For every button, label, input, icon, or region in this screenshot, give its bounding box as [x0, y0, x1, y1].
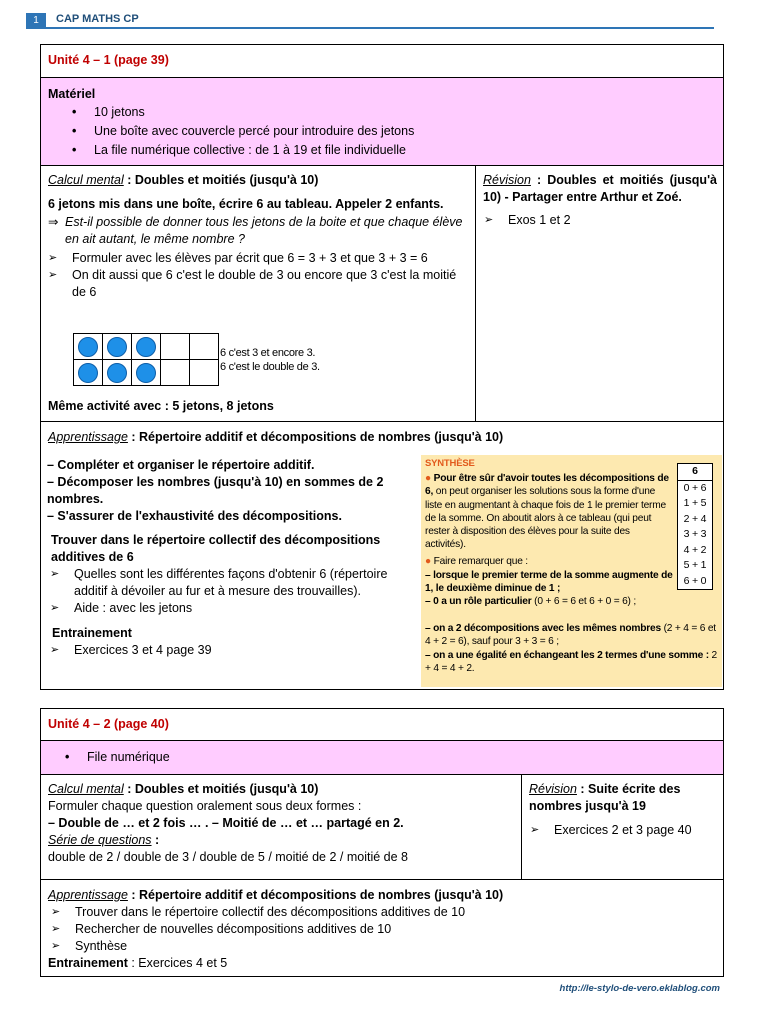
series-questions: double de 2 / double de 3 / double de 5 / moitié de 2 / moitié de 8 — [48, 850, 408, 864]
list-item: ➢ Synthèse — [48, 938, 716, 955]
list-item: • File numérique — [65, 748, 723, 767]
table-head: 6 — [678, 464, 712, 481]
list-item: • Une boîte avec couvercle percé pour introduire des jetons — [72, 122, 716, 141]
token-icon — [107, 337, 127, 357]
bullet-icon: ● — [425, 473, 434, 485]
token-caption-1: 6 c'est 3 et encore 3. — [220, 347, 316, 359]
synthese-para2: Faire remarquer que : — [433, 556, 528, 568]
unit1-calcul-row — [41, 166, 723, 422]
unit2-training-label: Entrainement — [48, 956, 128, 970]
synthese-line1: – lorsque le premier terme de la somme augmente de 1, le deuxième diminue de 1 ; — [425, 569, 673, 594]
revision-list — [481, 212, 717, 229]
synthese-line4-bold: – on a une égalité en échangeant les 2 termes d'une somme : — [425, 649, 709, 661]
unit2-materiel-row — [41, 741, 723, 775]
decomposition-table — [677, 463, 713, 590]
token-icon — [78, 337, 98, 357]
synthese-title: SYNTHÈSE — [425, 458, 475, 469]
list-item: • 10 jetons — [72, 103, 716, 122]
unit2-apprentissage-list — [48, 904, 716, 955]
series-label: Série de questions — [48, 833, 152, 847]
calcul-question: ⇒ Est-il possible de donner tous les jetons de la boite et que chaque élève en ait autant, le même nombre ? — [48, 215, 463, 246]
apprentissage-list — [47, 566, 413, 617]
unit2-calcul-line1: Formuler chaque question oralement sous deux formes : — [48, 799, 362, 813]
revision-title: : Doubles et moitiés (jusqu'à 10) - Partager entre Arthur et Zoé. — [483, 173, 717, 204]
unit2-calcul-label: Calcul mental — [48, 782, 124, 796]
materiel-list — [72, 103, 716, 160]
page-number: 1 — [26, 13, 46, 29]
unit1-apprentissage-row — [41, 422, 723, 690]
table-row: 2 + 4 — [683, 512, 707, 525]
unit1-title: Unité 4 – 1 (page 39) — [48, 53, 169, 67]
list-item: ➢ Exercices 2 et 3 page 40 — [527, 822, 717, 839]
training-heading: Entrainement — [52, 626, 132, 640]
header-rule — [46, 27, 714, 29]
same-activity: Même activité avec : 5 jetons, 8 jetons — [48, 399, 274, 413]
synthese-para1-bold: Pour être sûr d'avoir toutes les décompositions de 6, — [425, 473, 669, 498]
unit2-table — [40, 708, 724, 977]
token-caption-2: 6 c'est le double de 3. — [220, 361, 320, 373]
goal: – S'assurer de l'exhaustivité des décompositions. — [47, 509, 342, 523]
calcul-list — [45, 250, 468, 301]
calcul-label: Calcul mental — [48, 173, 124, 187]
token-icon — [136, 363, 156, 383]
unit2-revision-label: Révision — [529, 782, 577, 796]
table-row: 0 + 6 — [683, 481, 707, 494]
calcul-intro: 6 jetons mis dans une boîte, écrire 6 au tableau. Appeler 2 enfants. — [48, 197, 444, 211]
revision-label: Révision — [483, 173, 531, 187]
unit2-revision-list — [527, 822, 717, 839]
apprentissage-label: Apprentissage — [48, 430, 128, 444]
table-row: 5 + 1 — [683, 559, 707, 571]
unit2-revision-title: : Suite écrite des nombres jusqu'à 19 — [529, 782, 681, 813]
list-item: ➢ Formuler avec les élèves par écrit que 6 = 3 + 3 et que 3 + 3 = 6 — [45, 250, 468, 267]
unit2-apprentissage-title: : Répertoire additif et décompositions de nombres (jusqu'à 10) — [127, 888, 504, 902]
header-rule-left — [26, 27, 46, 29]
goal: – Compléter et organiser le répertoire additif. — [47, 458, 315, 472]
table-row: 6 + 0 — [683, 574, 707, 587]
synthese-box: SYNTHÈSE ● Pour être sûr d'avoir toutes les décompositions de 6, on peut organiser les solutions sous la forme d'une liste en augmentant à chaque fois de 1 le premier terme de la somme. On aboutit alors à ce tableau (qui peut rester à disposition des élèves pour la suite des activités). ● Faire remarquer que : – lorsque le premier terme de la somme augmente de 1, le deuxième diminue de 1 ; – 0 a un rôle particulier (0 + 6 = 6 et 6 + 0 = 6) ; – on a 2 décompositions avec les mêmes nombres (2 + 4 = 6 et 4 + 2 = 6), sauf pour 3 + 3 = 6 ; – on a une égalité en échangeant les 2 termes d'une somme : 2 + 4 = 4 + 2. 6 0 + 6 1 + 5 2 + 4 3 + 3 4 + 2 5 + 1 6 + 0 — [421, 455, 722, 687]
synthese-line2: (0 + 6 = 6 et 6 + 0 = 6) ; — [531, 596, 637, 608]
table-row: 4 + 2 — [683, 543, 707, 556]
list-item: ➢ Rechercher de nouvelles décompositions additives de 10 — [48, 921, 716, 938]
synthese-para1: on peut organiser les solutions sous la forme d'une liste en augmentant à chaque fois de 1 le premier terme de la somme. On aboutit alors à ce tableau (qui peut rester à disposition des élèves pour la suite des activités). — [425, 486, 667, 551]
token-grid — [73, 333, 219, 386]
unit2-apprentissage-label: Apprentissage — [48, 888, 128, 902]
token-icon — [136, 337, 156, 357]
unit2-calcul-row: Calcul mental : Doubles et moitiés (jusqu'à 10) Formuler chaque question oralement sous deux formes : – Double de … et 2 fois … . – Moitié de … et … partagé en 2. Série de questions : double de 2 / double de 3 / double de 5 / moitié de 2 / moitié de 8 Révision : Suite écrite des nombres jusqu'à 19 ➢ Exercices 2 et 3 page 40 — [41, 775, 723, 880]
unit2-training: : Exercices 4 et 5 — [127, 956, 228, 970]
synthese-line3-bold: – on a 2 décompositions avec les mêmes nombres — [425, 623, 661, 635]
apprentissage-task: Trouver dans le répertoire collectif des décompositions additives de 6 — [51, 533, 381, 564]
apprentissage-title: : Répertoire additif et décompositions de nombres (jusqu'à 10) — [127, 430, 504, 444]
unit1-title-row — [41, 45, 723, 78]
unit2-calcul-title: : Doubles et moitiés (jusqu'à 10) — [123, 782, 319, 796]
goal: – Décomposer les nombres (jusqu'à 10) en sommes de 2 nombres. — [47, 475, 384, 506]
document-title: CAP MATHS CP — [56, 13, 139, 25]
list-item: ➢ Exos 1 et 2 — [481, 212, 717, 229]
footer-link[interactable]: http://le-stylo-de-vero.eklablog.com — [559, 983, 720, 994]
unit2-title: Unité 4 – 2 (page 40) — [48, 717, 169, 731]
unit2-calcul-line2: – Double de … et 2 fois … . – Moitié de … et … partagé en 2. — [48, 816, 404, 830]
calcul-title: : Doubles et moitiés (jusqu'à 10) — [123, 173, 319, 187]
list-item: ➢ On dit aussi que 6 c'est le double de 3 ou encore que 3 c'est la moitié de 6 — [45, 267, 468, 301]
synthese-line3: (2 + 4 = 6 et 4 + 2 = 6), sauf pour 3 + 3 = 6 ; — [425, 623, 716, 648]
table-row: 1 + 5 — [683, 497, 707, 509]
training-list — [47, 642, 413, 659]
list-item: ➢ Aide : avec les jetons — [47, 600, 413, 617]
table-row: 3 + 3 — [683, 528, 707, 540]
unit2-title-row — [41, 709, 723, 741]
synthese-line4: 2 + 4 = 4 + 2. — [425, 649, 718, 674]
list-item: ➢ Trouver dans le répertoire collectif des décompositions additives de 10 — [48, 904, 716, 921]
token-icon — [78, 363, 98, 383]
token-icon — [107, 363, 127, 383]
unit2-materiel-list — [65, 741, 723, 767]
unit1-table — [40, 44, 724, 690]
implies-icon: ⇒ — [48, 215, 59, 229]
unit2-apprentissage-row — [41, 880, 723, 977]
synthese-line2-bold: – 0 a un rôle particulier — [425, 596, 532, 608]
list-item: • La file numérique collective : de 1 à 19 et file individuelle — [72, 141, 716, 160]
list-item: ➢ Exercices 3 et 4 page 39 — [47, 642, 413, 659]
list-item: ➢ Quelles sont les différentes façons d'obtenir 6 (répertoire additif à dévoiler au fur et à mesure des trouvailles). — [47, 566, 413, 600]
unit1-materiel-row — [41, 78, 723, 166]
materiel-heading: Matériel — [48, 87, 96, 101]
